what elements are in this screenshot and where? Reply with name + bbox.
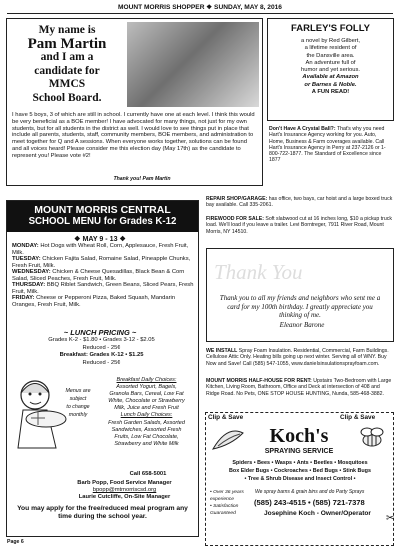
weekly-menu <box>12 243 196 308</box>
firewood-ad <box>206 216 394 235</box>
pricing-line: Grades K-2 - $1.80 • Grades 3-12 - $2.05 <box>48 337 155 343</box>
clip-save-right: Clip & Save <box>340 414 376 421</box>
ad-label: REPAIR SHOP/GARAGE: <box>206 196 268 202</box>
page-number: Page 6 <box>7 539 24 545</box>
ad-text: has office, two bays, car hoist and a large boxed truck bay available. Call 335-2061. <box>206 196 393 209</box>
farley-line: An adventure full of <box>305 59 356 66</box>
menu-item: Hot Dogs with Wheat Roll, Corn, Applesauce, Fresh Fruit, Milk. <box>12 243 189 256</box>
farley-title: FARLEY'S FOLLY <box>291 23 370 34</box>
manager-line: Barb Popp, Food Service Manager <box>77 480 172 486</box>
daily-choices <box>98 377 195 448</box>
family-photo <box>127 22 259 107</box>
subject-note-line: Menus are <box>65 388 91 394</box>
day-label: WEDNESDAY: <box>12 269 51 275</box>
service-line: Spiders • Bees • Wasps • Ants • Beetles • Mosquitoes <box>232 460 368 466</box>
half-house-ad <box>206 378 394 397</box>
menu-day <box>12 295 196 308</box>
menu-contacts <box>54 480 195 501</box>
manager-email[interactable]: bpopp@mtmorriscsd.org <box>92 487 157 493</box>
koch-barns: We spray barns & grain bins and do Party Sprays <box>255 489 365 495</box>
thank-you-name: Eleanor Barone <box>279 321 325 329</box>
day-label: THURSDAY: <box>12 282 46 288</box>
menu-day <box>12 269 196 282</box>
insect-art-right <box>355 423 389 453</box>
menu-day <box>12 243 196 256</box>
farley-line: Available at Amazon <box>302 74 359 81</box>
pricing-title: ~ LUNCH PRICING ~ <box>63 328 137 337</box>
pam-heading-line: candidate for <box>34 64 100 77</box>
spray-foam-ad <box>206 348 394 367</box>
thank-you-message: Thank you to all my friends and neighbors who sent me a card for my 100th birthday. I greatly appreciate you thinking of me. <box>219 294 381 319</box>
menu-item: Chicken Fajita Salad, Romaine Salad, Pineapple Chunks, Fresh Fruit, Milk. <box>12 256 191 269</box>
clip-save-left: Clip & Save <box>208 414 244 421</box>
menu-day <box>12 256 196 269</box>
menu-item: BBQ Riblet Sandwich, Green Beans, Sliced Pears, Fresh Fruit, Milk. <box>12 282 194 295</box>
farley-line: humor and yet serious. <box>301 67 360 74</box>
thank-you-script: Thank You <box>214 260 303 284</box>
subject-note <box>60 387 96 419</box>
service-line: Box Elder Bugs • Cockroaches • Bed Bugs • Stink Bugs <box>229 468 371 474</box>
breakfast-line: Assorted Yogurt, Bagels, <box>116 384 177 391</box>
breakfast-line: Granola Bars, Cereal, Low Fat <box>109 391 184 398</box>
lunch-line: Sandwiches, Assorted Fresh <box>111 426 182 433</box>
lunch-line: Strawberry and White Milk <box>114 440 179 447</box>
onsite-manager-line: Laurie Cutcliffe, On-Site Manager <box>78 494 171 500</box>
meal-program-note: You may apply for the free/reduced meal program any time during the school year. <box>17 505 188 520</box>
menu-day <box>12 282 196 295</box>
farley-line: a lifetime resident of <box>304 45 357 52</box>
koch-features <box>210 489 252 517</box>
day-label: FRIDAY: <box>12 295 35 301</box>
header-rule <box>7 13 393 14</box>
breakfast-line: White, Chocolate or Strawberry <box>108 398 185 405</box>
crystal-text: That's why you need Hart's Insurance Agency working for you. Auto, Home, Business & Farm coverages available. Call Hart's Insurance Agency in Perry at 237-2126 or 1-800-722-1877. The Standard of Excellence since 1877 <box>269 126 386 164</box>
farley-line: or Barnes & Noble. <box>304 81 357 88</box>
breakfast-title: Breakfast Daily Choices: <box>116 377 177 383</box>
pam-heading-line: and I am a <box>40 51 94 64</box>
repair-shop-ad <box>206 196 394 209</box>
menu-item: Cheese or Pepperoni Pizza, Baked Squash, Mandarin Oranges, Fresh Fruit, Milk. <box>12 295 176 308</box>
crystal-title: Don't Have A Crystal Ball?: <box>269 126 336 132</box>
subject-note-line: subject <box>69 396 87 402</box>
pam-body: I have 5 boys, 3 of which are still in school. I currently have one at each level. I think this would be very beneficial as a BOE member! I have advocated for many things, not just for my own students, but for all students in the district as well. I would love to see things put in place that include all parents, students, staff, community members, BOE members, and administration to meet together for Q and A sessions. When everyone works together, solutions can be found and all voices heard! Please consider me this election day (May 17th) as the candidate to represent you! Please vote #2! <box>12 112 255 159</box>
service-line: • Tree & Shrub Disease and Insect Control • <box>244 476 356 482</box>
menu-title-line: SCHOOL MENU for Grades K-12 <box>28 216 177 227</box>
bee-icon <box>355 423 389 453</box>
farley-line: the Dansville area. <box>306 52 355 59</box>
menu-title-bar <box>7 201 198 232</box>
feature-line: • Satisfaction Guaranteed <box>210 504 239 516</box>
pricing-line: Reduced - 25¢ <box>82 359 121 366</box>
pam-heading-line: Pam Martin <box>27 35 107 52</box>
menu-call: Call 658-5001 <box>129 471 167 477</box>
menu-title-line: MOUNT MORRIS CENTRAL <box>34 204 171 216</box>
pricing-line: Breakfast: Grades K-12 • $1.25 <box>59 352 144 358</box>
feature-line: • Over 36 years experience <box>210 490 244 502</box>
scissors-icon: ✂ <box>386 513 395 524</box>
menu-dates: ❖ MAY 9 - 13 ❖ <box>74 235 126 243</box>
lunch-line: Fruits, Low Fat Chocolate, <box>114 433 179 440</box>
ad-text: Upstairs Two-Bedroom with Large Kitchen, Living Room, Bathroom, Office and Deck at intersection of 408 and Ridge Road. No Pets, ONE STOP HOUSE HUNTING, Nunda, 585-468-3882. <box>206 378 392 397</box>
breakfast-line: Milk, Juice and Fresh Fruit <box>114 405 179 412</box>
pricing-line: Reduced - 25¢ <box>82 344 121 351</box>
day-label: TUESDAY: <box>12 256 41 262</box>
ad-text: Spray Foam Insulation. Residential, Commercial, Farm Buildings. Cellulose Attic Only. Heating bills going up next winter. Serving all of WNY. Buy Now and Save! Call (585) 547-1055, www.danieIsinsulationsprayfoam.com. <box>206 348 389 367</box>
crystal-ball-ad <box>269 126 389 164</box>
pam-signature: Thank you! Pam Martin <box>113 176 171 182</box>
pam-heading-line: My name is <box>38 24 96 36</box>
menu-item: Chicken & Cheese Quesadillas, Black Bean & Corn Salad, Sliced Peaches, Fresh Fruit, Milk. <box>12 269 185 282</box>
pam-heading <box>15 24 119 106</box>
lunch-line: Fresh Garden Salads, Assorted <box>108 419 185 426</box>
subject-note-line: to change <box>66 404 90 410</box>
ad-label: FIREWOOD FOR SALE: <box>206 216 264 222</box>
farley-line: a novel by Red Gilbert, <box>301 38 360 44</box>
ad-label: MOUNT MORRIS HALF-HOUSE FOR RENT: <box>206 378 312 384</box>
pam-heading-line: MMCS <box>48 78 86 91</box>
koch-owner: Josephine Koch - Owner/Operator <box>264 510 371 517</box>
ad-label: WE INSTALL <box>206 348 238 354</box>
koch-subtitle: SPRAYING SERVICE <box>264 448 334 455</box>
koch-services <box>210 459 390 483</box>
farley-line: A FUN READ! <box>311 89 350 96</box>
lunch-title: Lunch Daily Choices: <box>120 412 173 419</box>
ad-text: Soft slabwood cut at 16 inches long, $10 a pickup truck load. We'll load if you leave a trailer. Levi Borntreger, 7911 River Road, Mount Morris, NY 14510. <box>206 216 392 235</box>
koch-phone[interactable]: (585) 243-4515 • (585) 721-7378 <box>254 498 365 507</box>
pam-heading-line: School Board. <box>32 91 102 104</box>
day-label: MONDAY: <box>12 243 39 249</box>
farley-copy <box>273 38 388 96</box>
subject-note-line: monthly <box>68 412 88 418</box>
page-header: MOUNT MORRIS SHOPPER ❖ SUNDAY, MAY 8, 2016 <box>118 4 282 11</box>
pricing-list <box>24 337 179 367</box>
koch-name: Koch's <box>269 425 329 447</box>
